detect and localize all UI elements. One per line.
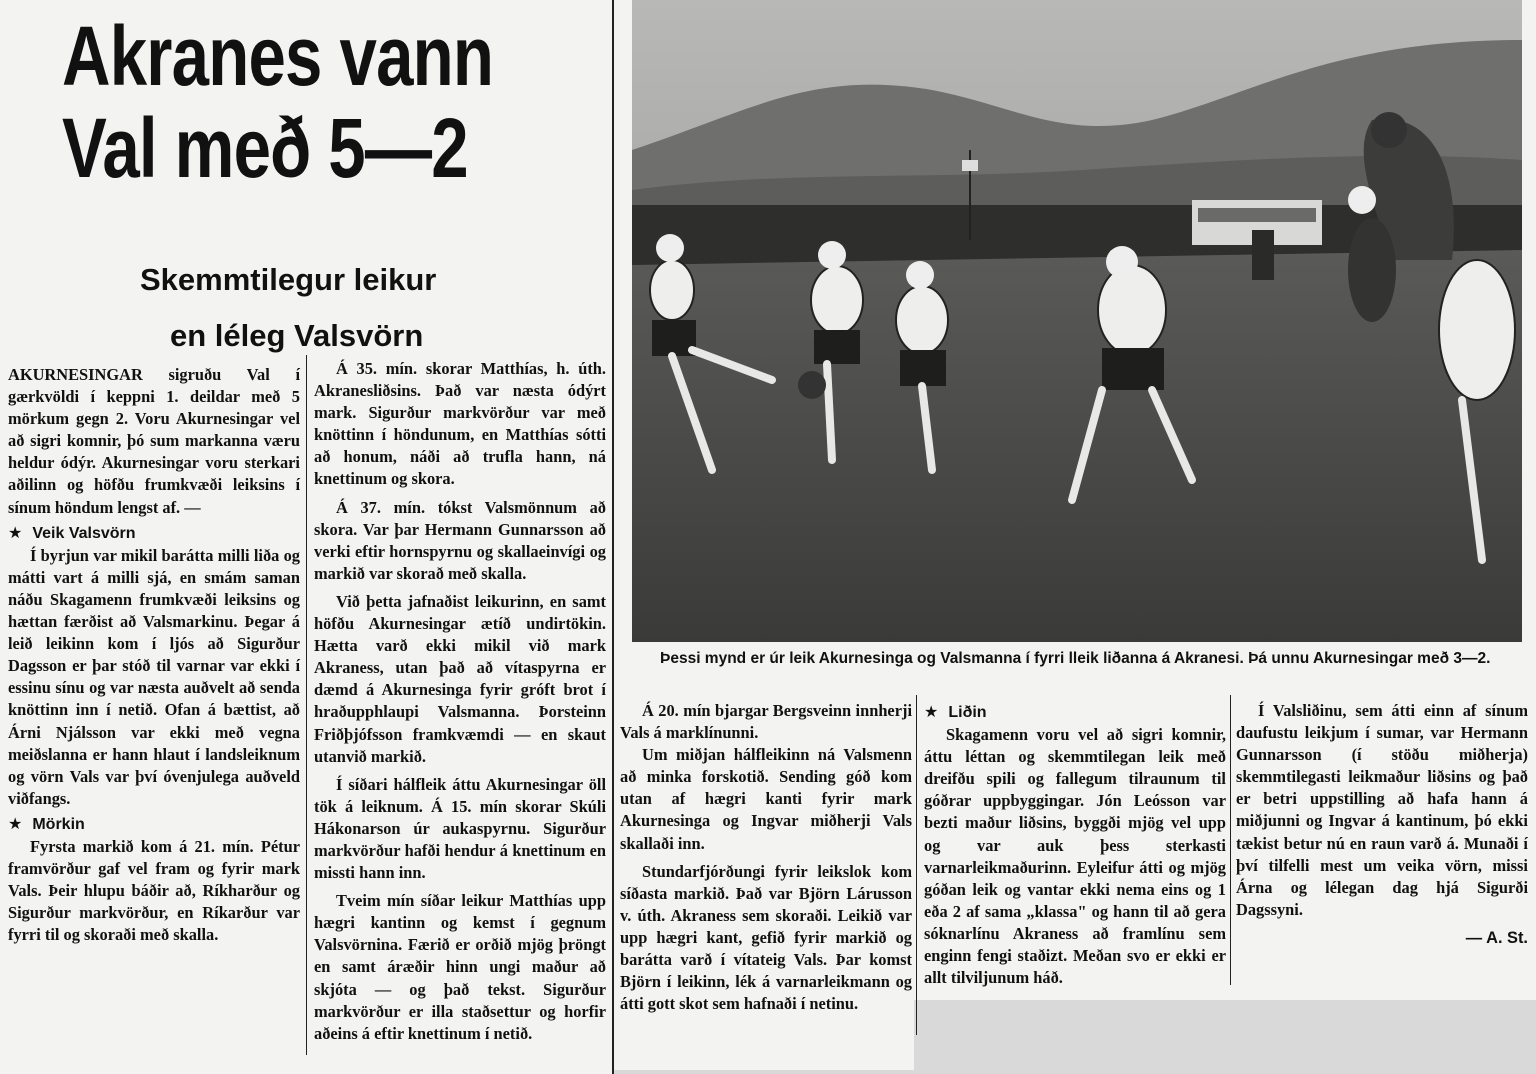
column-rule xyxy=(612,0,614,1074)
paragraph: Tveim mín síðar leikur Matthías upp hægri kantinn og kemst í gegnum Valsvörnina. Færið er orðið mjög þröngt en samt áræðir hinn ungi maður að skjóta — og það tekst. Sigurður markvörður er illa staðsettur og horfir aðeins á eftir knettinum í netið. xyxy=(314,891,606,1043)
subheading-text: Liðin xyxy=(948,704,987,721)
headline xyxy=(62,9,494,195)
headline-line-2: Val með 5—2 xyxy=(62,101,468,195)
star-icon: ★ xyxy=(8,524,23,542)
article-column-1 xyxy=(8,364,300,946)
article-column-5 xyxy=(1236,700,1528,949)
subheading xyxy=(8,814,300,836)
article-column-2 xyxy=(314,358,606,1045)
star-icon: ★ xyxy=(8,815,23,833)
subheading-text: Mörkin xyxy=(32,815,85,833)
paragraph: Á 37. mín. tókst Valsmönnum að skora. Var þar Hermann Gunnarsson að verki eftir hornspyrnu og skallaeinvígi og markið var skorað með skalla. xyxy=(314,497,606,583)
article-column-3 xyxy=(620,700,912,1015)
headline-line-1: Akranes vann xyxy=(62,9,494,103)
paragraph: Skagamenn voru vel að sigri komnir, áttu léttan og skemmtilegan leik með dreifðu spili og fallegum tilraunum til góðrar uppbyggingar. Jón Leósson var bezti maður liðsins, byggði mjög vel upp og var auk þess sterkasti varnarleikmaðurinn. Eyleifur átti og mjög góðan leik og vantar ekki nema eins og 1 eða 2 af sama „klassa" og hann til að gera sóknarlínu Akraness að framlínu sem enginn fengi staðizt. Meðan svo er ekki er allt tilviljunum háð. xyxy=(924,725,1226,988)
paragraph: Um miðjan hálfleikinn ná Valsmenn að minka forskotið. Sending góð kom utan af hægri kanti fyrir mark Akurnesinga og Ingvar miðherji Vals skallaði inn. xyxy=(620,745,912,853)
author-signature: — A. St. xyxy=(1465,928,1528,947)
paragraph: Í byrjun var mikil barátta milli liða og mátti vart á milli sjá, en smám saman náðu Skagamenn frumkvæði leiksins og hættan færðist að Valsmarkinu. Þegar á leið leikinn kom í ljós að Sigurður Dagsson er þar stóð til varnar var ekki í essinu sínu og var næsta auðvelt að senda knöttinn inn í netið. Ofan á bættist, að Árni Njálsson var ekki með vegna meiðslanna er hann hlaut í landsleiknum og vörn Vals var því óvenjulega auðveld viðfangs. xyxy=(8,545,300,808)
column-rule xyxy=(306,355,307,1055)
lead-caps: AKURNESINGAR xyxy=(8,365,143,384)
paragraph: Í síðari hálfleik áttu Akurnesingar öll tök á leiknum. Á 15. mín skorar Skúli Hákonarson úr aukaspyrnu. Sigurður markvörður hafði hendur á knettinum en missti hann inn. xyxy=(314,774,606,883)
star-icon: ★ xyxy=(924,704,939,721)
lead-text: sigruðu Val í gærkvöldi í keppni 1. deildar með 5 mörkum gegn 2. Voru Akurnesingar vel að sigri komnir, þó sum markanna væru heldur ódýr. Akurnesingar voru sterkari aðilinn og höfðu frumkvæði leiksins í sínum höndum lengst af. — xyxy=(8,365,300,517)
subheadline-line-2: en léleg Valsvörn xyxy=(170,318,424,353)
subheadline-line-1: Skemmtilegur leikur xyxy=(140,262,437,297)
paragraph: Á 35. mín. skorar Matthías, h. úth. Akranesliðsins. Það var næsta ódýrt mark. Sigurður markvörður var með knöttinn í höndunum, en Matthías sótti að honum, náði að trufla hann, ná knettinum og skora. xyxy=(314,359,606,489)
paragraph: Stundarfjórðungi fyrir leikslok kom síðasta markið. Það var Björn Lárusson v. úth. Akraness sem skoraði. Leikið var upp hægri kant, gefið fyrir markið og barátta varð í vítateig Vals. Þar komst Björn í leikinn, lék á varnarleikmann og átti gott skot sem hafnaði í netinu. xyxy=(620,861,912,1014)
match-photo-image xyxy=(632,0,1522,642)
subheading-text: Veik Valsvörn xyxy=(32,524,136,542)
column-rule xyxy=(916,695,917,1035)
paragraph: Fyrsta markið kom á 21. mín. Pétur framvörður gaf vel fram og fyrir mark Vals. Þeir hlupu báðir að, Ríkharður og Sigurður markvörður, en Ríkarður var fyrri til og skoraði með skalla. xyxy=(8,836,300,945)
column-rule xyxy=(1230,695,1231,985)
match-photo xyxy=(632,0,1522,642)
paragraph: Í Valsliðinu, sem átti einn af sínum daufustu leikjum í sumar, var Hermann Gunnarsson (í stöðu miðherja) skemmtilegasti leikmaður liðsins og það er betri uppstilling að hafa hann á miðjunni og Ingvar á kantinum, þó ekki tækist betur nú en raun varð á. Munaði í því tilfelli mest um veika vörn, missi Árna og lélegan dag hjá Sigurði Dagssyni. xyxy=(1236,701,1528,919)
paragraph: Á 20. mín bjargar Bergsveinn innherji Vals á marklínunni. xyxy=(620,701,912,743)
lead-paragraph xyxy=(8,364,300,519)
subheading xyxy=(924,702,1226,724)
article-column-4 xyxy=(924,702,1226,989)
subheading xyxy=(8,523,300,545)
paragraph: Við þetta jafnaðist leikurinn, en samt höfðu Akurnesingar ætíð undirtökin. Hætta varð ekki mikil við mark Akraness, utan það að vítaspyrna er dæmd á Akurnesinga fyrir gróft brot í hraðupphlaupi Valsmanna. Þorsteinn Friðþjófsson framkvæmdi — en skaut utanvið markið. xyxy=(314,591,606,766)
photo-caption: Þessi mynd er úr leik Akurnesinga og Valsmanna í fyrri lleik liðanna á Akranesi. Þá unnu Akurnesingar með 3—2. xyxy=(660,650,1491,667)
